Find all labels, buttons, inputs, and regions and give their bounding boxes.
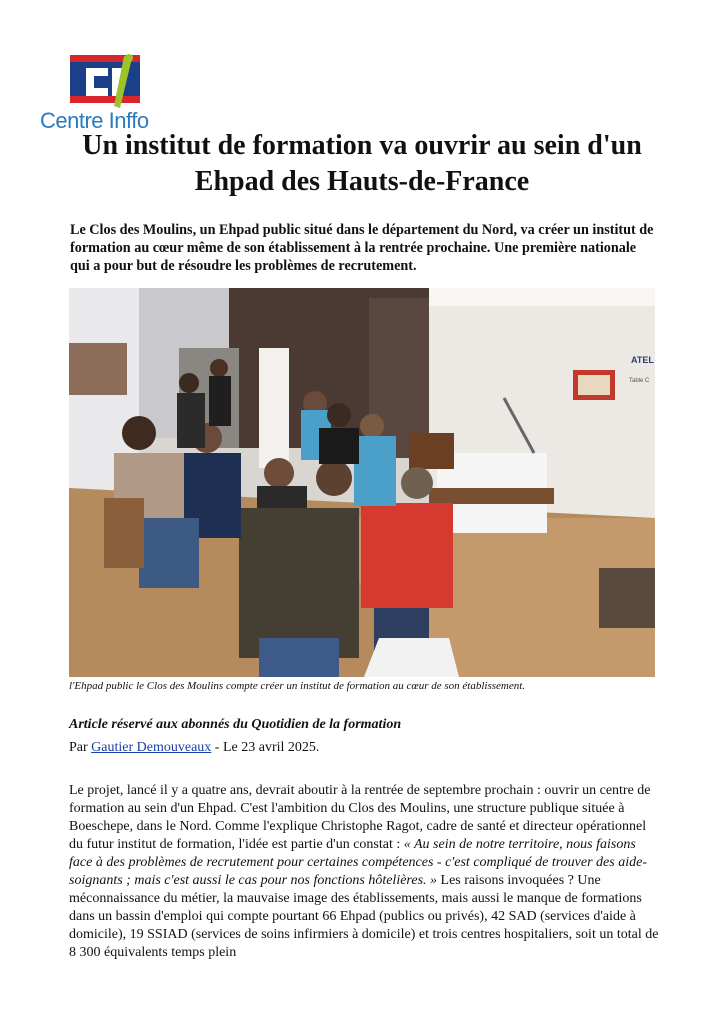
wall-sign-text: ATEL [631, 355, 654, 365]
article-body [69, 782, 659, 962]
article-photo [69, 288, 655, 677]
photo-caption: l'Ehpad public le Clos des Moulins compte créer un institut de formation au cœur de son établissement. [69, 680, 526, 692]
byline [69, 740, 319, 756]
page-title: Un institut de formation va ouvrir au sein d'un Ehpad des Hauts-de-France [82, 130, 642, 197]
logo-text: Centre Inffo [40, 108, 149, 133]
logo-mark-icon [40, 52, 168, 112]
wall-sign-subtext: Table C [629, 378, 650, 384]
body-text-2: Les raisons invoquées ? Une méconnaissance du métier, la mauvaise image des établissements, mais aussi le manque de formations dans un bassin d'emploi qui compte pourtant 66 Ehpad (publics ou privés), 42 SAD (services d'aide à domicile), 19 SSIAD (services de soins infirmiers à domicile) et trois centres hospitaliers, soit un total de 8 300 équivalents temps plein [69, 873, 659, 960]
body-quote: « Au sein de notre territoire, nous faisons face à des problèmes de recrutement pour certaines compétences - c'est compliqué de trouver des aide-soignants ; mais c'est aussi le cas pour nos fonctions hôtelières. » [69, 837, 647, 888]
body-text-1: Le projet, lancé il y a quatre ans, devrait aboutir à la rentrée de septembre prochain : ouvrir un centre de formation au sein d'un Ehpad. C'est l'ambition du Clos des Moulins, une structure publique située à Boeschepe, dans le Nord. Comme l'explique Christophe Ragot, cadre de santé et directeur opérationnel du futur institut de formation, l'idée est partie d'un constat : [69, 783, 651, 852]
article-lead: Le Clos des Moulins, un Ehpad public situé dans le département du Nord, va créer un institut de formation au cœur même de son établissement à la rentrée prochaine. Une première nationale qui a pour but de résoudre les problèmes de recrutement. [70, 222, 654, 274]
subscriber-notice: Article réservé aux abonnés du Quotidien de la formation [69, 717, 402, 732]
centre-inffo-logo [40, 52, 168, 134]
byline-prefix: Par [69, 740, 92, 755]
byline-date: - Le 23 avril 2025. [211, 740, 320, 755]
author-link[interactable]: Gautier Demouveaux [91, 740, 212, 755]
